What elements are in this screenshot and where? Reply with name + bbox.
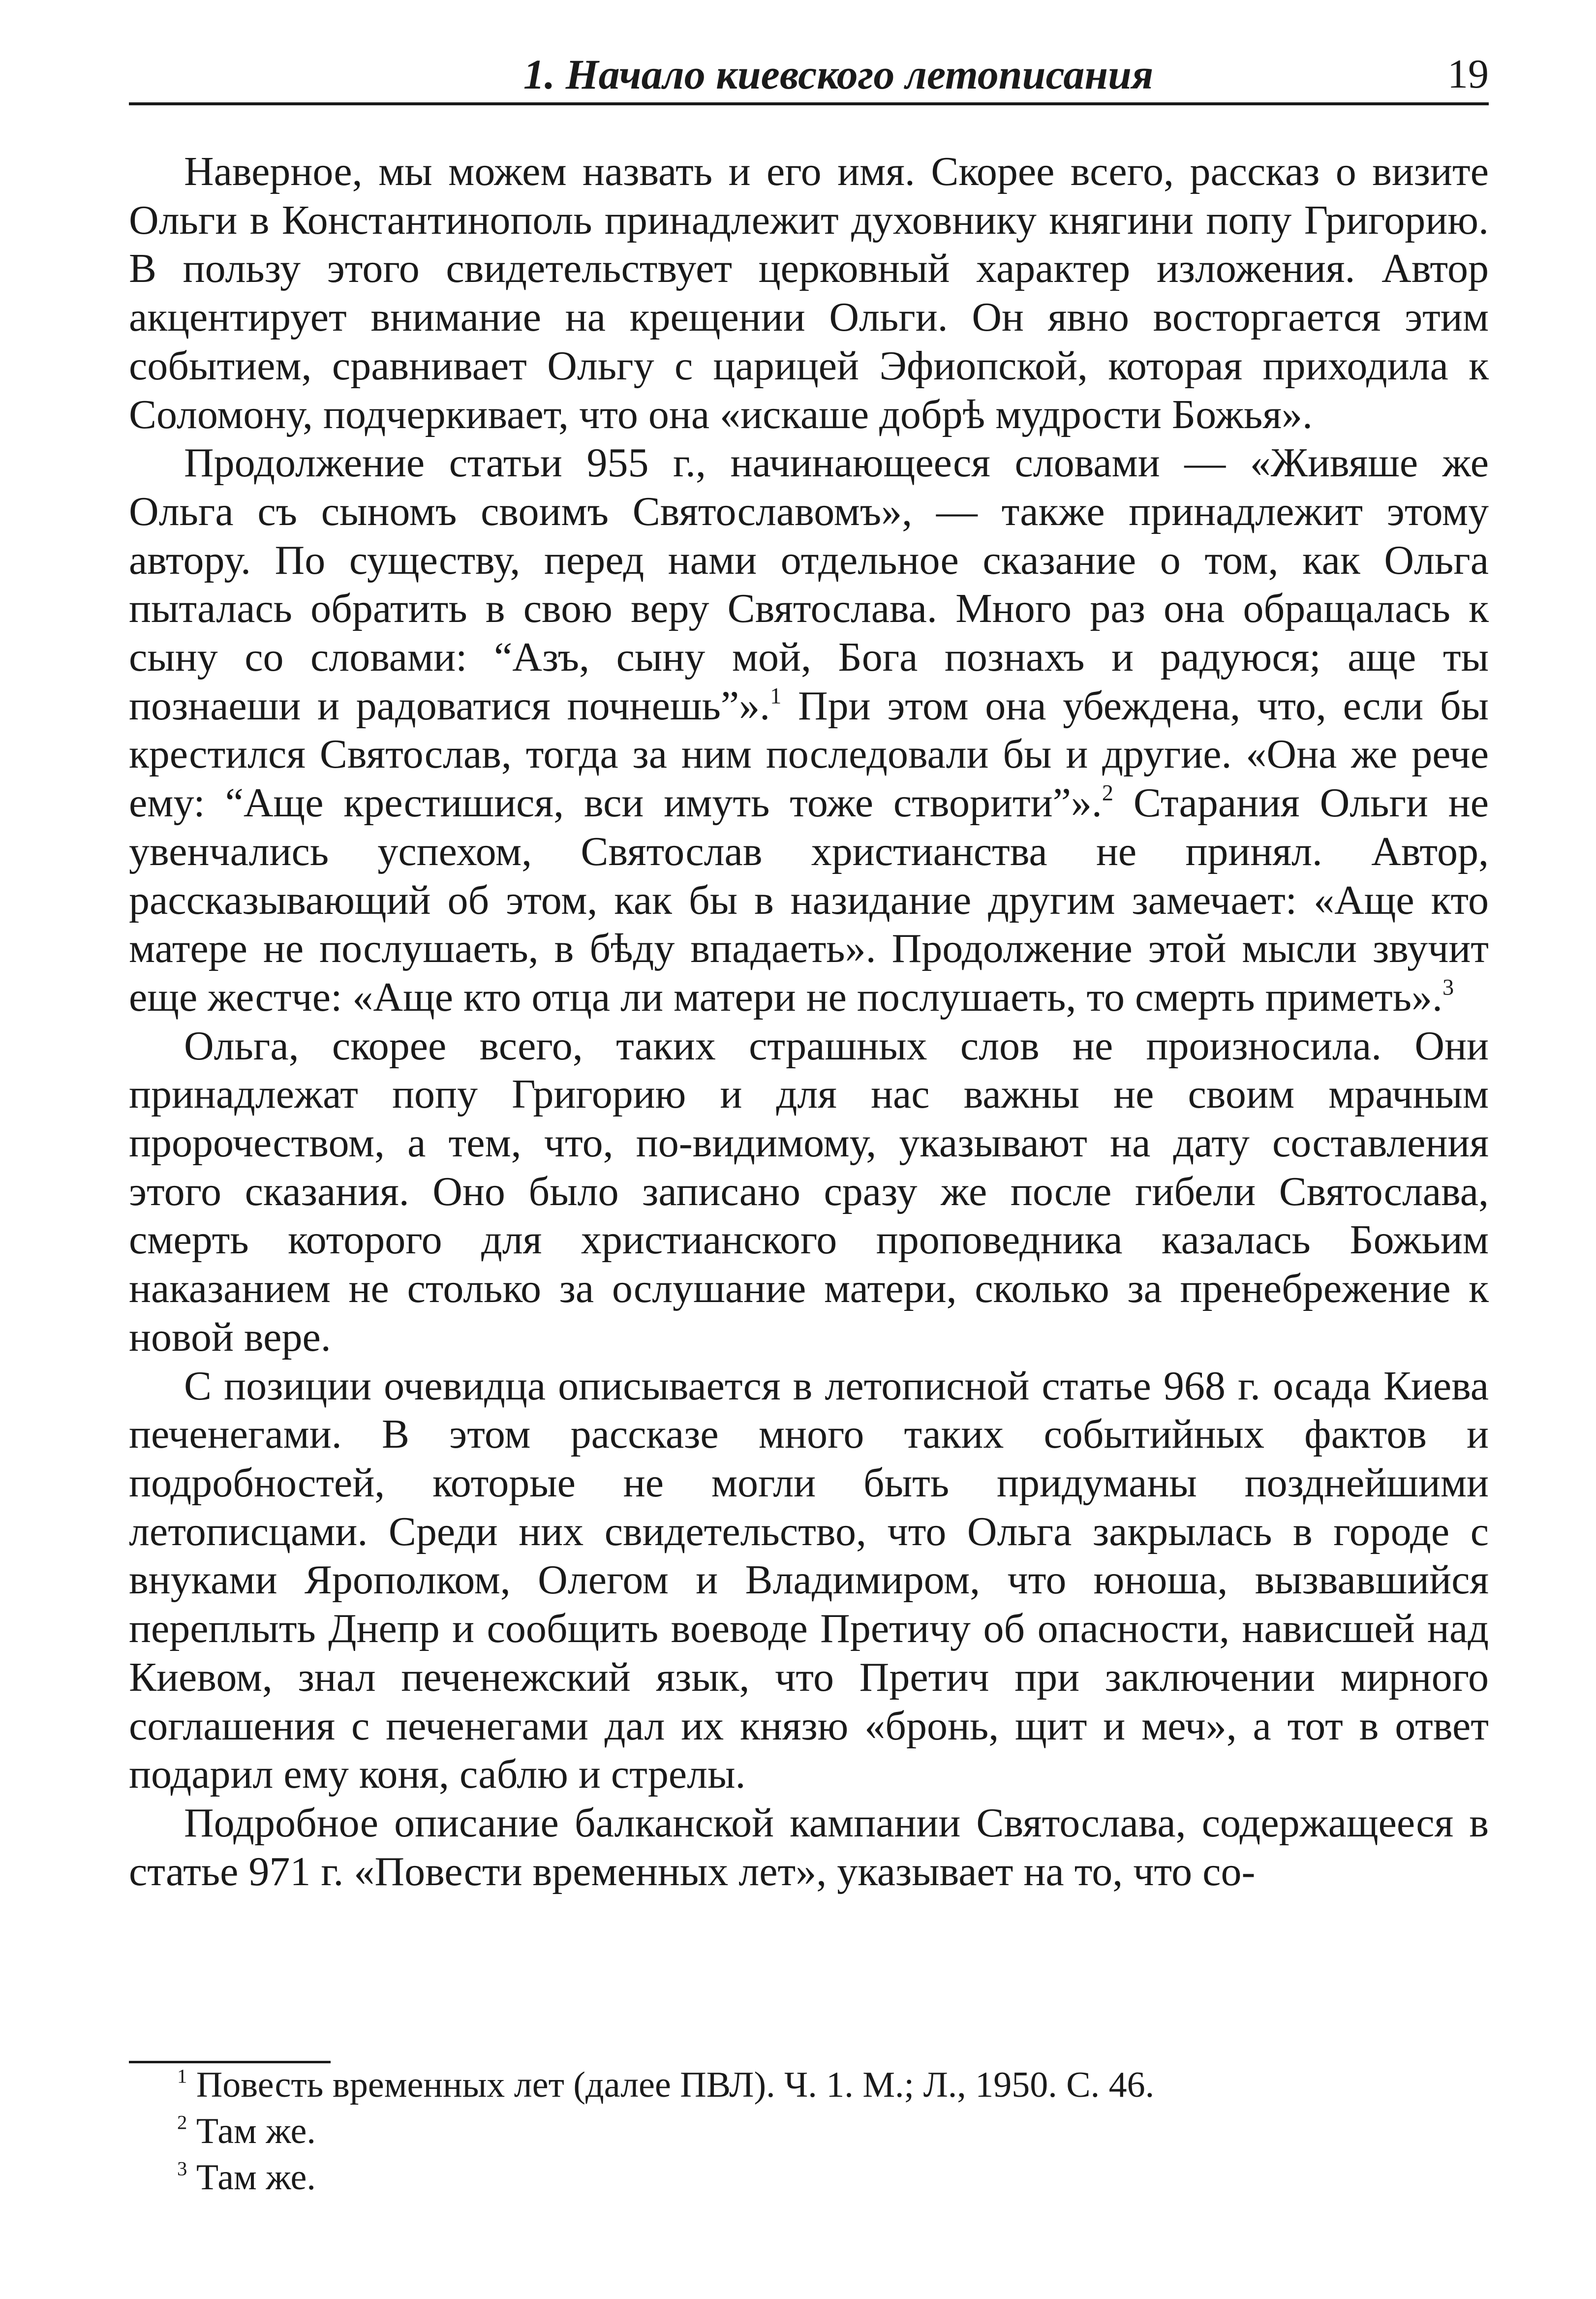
- footnote-number: 2: [177, 2111, 187, 2134]
- footnote-ref-2: 2: [1102, 780, 1113, 806]
- paragraph-3: Ольга, скорее всего, таких страшных слов не произносила. Они принадлежат попу Григорию и для нас важны не своим мрачным пророчеством, а тем, что, по-видимому, указывают на дату составления этого сказания. Оно было записано сразу же после гибели Святослава, смерть которого для христианского проповедника казалась Божьим наказанием не столько за ослушание матери, сколько за пренебрежение к новой вере.: [129, 1023, 1489, 1360]
- footnote-ref-1: 1: [770, 683, 782, 709]
- paragraph-2-part-1: Продолжение статьи 955 г., начинающееся словами — «Живяше же Ольга съ сыномъ своимъ Святославомъ», — также принадлежит этому автору. По существу, перед нами отдельное сказание о том, как Ольга пыталась обратить в свою веру Святослава. Много раз она обращалась к сыну со словами: “Азъ, сыну мой, Бога познахъ и радуюся; аще ты познаеши и радоватися почнешь”».: [129, 440, 1489, 729]
- footnote-ref-3: 3: [1443, 974, 1454, 1000]
- running-head: [129, 47, 1489, 101]
- footnote-1: [177, 2062, 1456, 2108]
- paragraph-4: С позиции очевидца описывается в летописной статье 968 г. осада Киева печенегами. В этом рассказе много таких событийных фактов и подробностей, которые не могли быть придуманы позднейшими летописцами. Среди них свидетельство, что Ольга закрылась в городе с внуками Ярополком, Олегом и Владимиром, что юноша, вызвавшийся переплыть Днепр и сообщить воеводе Претичу об опасности, нависшей над Киевом, знал печенежский язык, что Претич при заключении мирного соглашения с печенегами дал их князю «бронь, щит и меч», а тот в ответ подарил ему коня, саблю и стрелы.: [129, 1363, 1489, 1798]
- footnote-2: [177, 2108, 1456, 2154]
- footnote-text: Там же.: [187, 2111, 316, 2151]
- footnote-text: Там же.: [187, 2157, 316, 2198]
- paragraph-2-part-2: При этом она убеждена, что, если бы крестился Святослав, тогда за ним последовали бы и другие. «Она же рече ему: “Аще крестишися, вси имуть тоже створити”».: [129, 683, 1489, 826]
- footnotes: [177, 2062, 1456, 2201]
- header-rule: [129, 102, 1489, 105]
- main-text: [129, 148, 1489, 1896]
- paragraph-2: [129, 439, 1489, 1022]
- paragraph-1: Наверное, мы можем назвать и его имя. Скорее всего, рассказ о визите Ольги в Константинополь принадлежит духовнику княгини попу Григорию. В пользу этого свидетельствует церковный характер изложения. Автор акцентирует внимание на крещении Ольги. Он явно восторгается этим событием, сравнивает Ольгу с царицей Эфиопской, которая приходила к Соломону, подчеркивает, что она «искаше добрѣ мудрости Божья».: [129, 149, 1489, 437]
- page-number: 19: [1447, 51, 1489, 97]
- running-title: 1. Начало киевского летописания: [523, 51, 1154, 98]
- footnote-number: 3: [177, 2157, 187, 2180]
- footnote-number: 1: [177, 2065, 187, 2087]
- paragraph-5: Подробное описание балканской кампании Святослава, содержащееся в статье 971 г. «Повести временных лет», указывает на то, что со-: [129, 1800, 1489, 1895]
- paragraph-2-part-3: Старания Ольги не увенчались успехом, Святослав христианства не принял. Автор, рассказывающий об этом, как бы в назидание другим замечает: «Аще кто матере не послушаеть, в бѣду впадаеть». Продолжение этой мысли звучит еще жестче: «Аще кто отца ли матери не послушаеть, то смерть приметь».: [129, 780, 1489, 1020]
- footnote-text: Повесть временных лет (далее ПВЛ). Ч. 1. М.; Л., 1950. С. 46.: [187, 2065, 1155, 2105]
- footnote-3: [177, 2154, 1456, 2201]
